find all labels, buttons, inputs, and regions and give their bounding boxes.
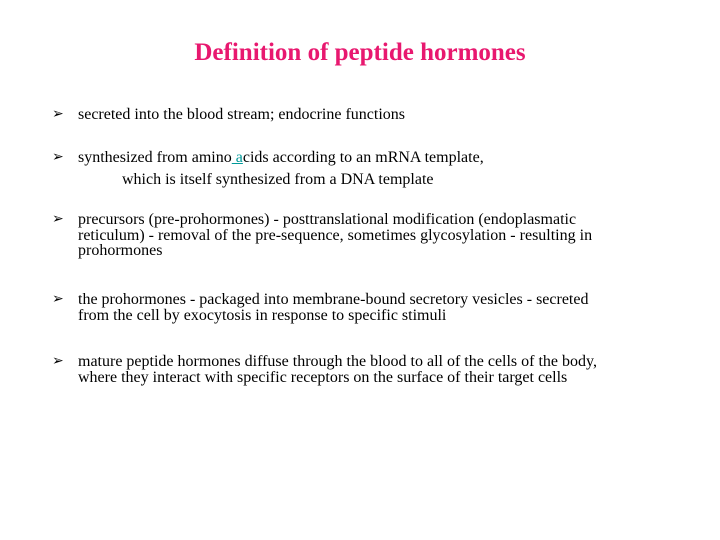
bullet-line-part: cids according to an mRNA template, xyxy=(242,149,484,166)
bullet-line: reticulum) - removal of the pre-sequence, sometimes glycosylation - resulting in xyxy=(78,226,593,244)
arrow-bullet-icon: ➢ xyxy=(52,211,64,227)
arrow-bullet-icon: ➢ xyxy=(52,353,64,369)
arrow-bullet-icon: ➢ xyxy=(52,149,64,165)
bullet-text xyxy=(78,150,672,187)
arrow-bullet-icon: ➢ xyxy=(52,106,64,122)
bullet-item xyxy=(52,354,672,385)
bullet-line: secreted into the blood stream; endocrine functions xyxy=(78,106,406,123)
bullet-line: which is itself synthesized from a DNA template xyxy=(122,170,434,188)
bullet-line: mature peptide hormones diffuse through the blood to all of the cells of the body, xyxy=(78,353,597,370)
bullet-line: from the cell by exocytosis in response to specific stimuli xyxy=(78,306,447,324)
bullet-text xyxy=(78,292,672,323)
bullet-text xyxy=(78,107,672,123)
accent-underlined-text: a xyxy=(231,149,243,166)
bullet-line: precursors (pre-prohormones) - posttranslational modification (endoplasmatic xyxy=(78,211,577,228)
bullet-text xyxy=(78,212,672,259)
bullet-item xyxy=(52,150,672,187)
bullet-line-part: synthesized from amino xyxy=(78,149,232,166)
arrow-bullet-icon: ➢ xyxy=(52,291,64,307)
bullet-item xyxy=(52,212,672,259)
bullet-line: prohormones xyxy=(78,242,163,259)
slide-title: Definition of peptide hormones xyxy=(194,39,526,66)
bullet-item xyxy=(52,292,672,323)
bullet-text xyxy=(78,354,672,385)
bullet-line xyxy=(78,150,672,166)
bullet-line: where they interact with specific receptors on the surface of their target cells xyxy=(78,368,568,386)
bullet-line: the prohormones - packaged into membrane-bound secretory vesicles - secreted xyxy=(78,291,589,308)
bullet-item xyxy=(52,107,672,123)
